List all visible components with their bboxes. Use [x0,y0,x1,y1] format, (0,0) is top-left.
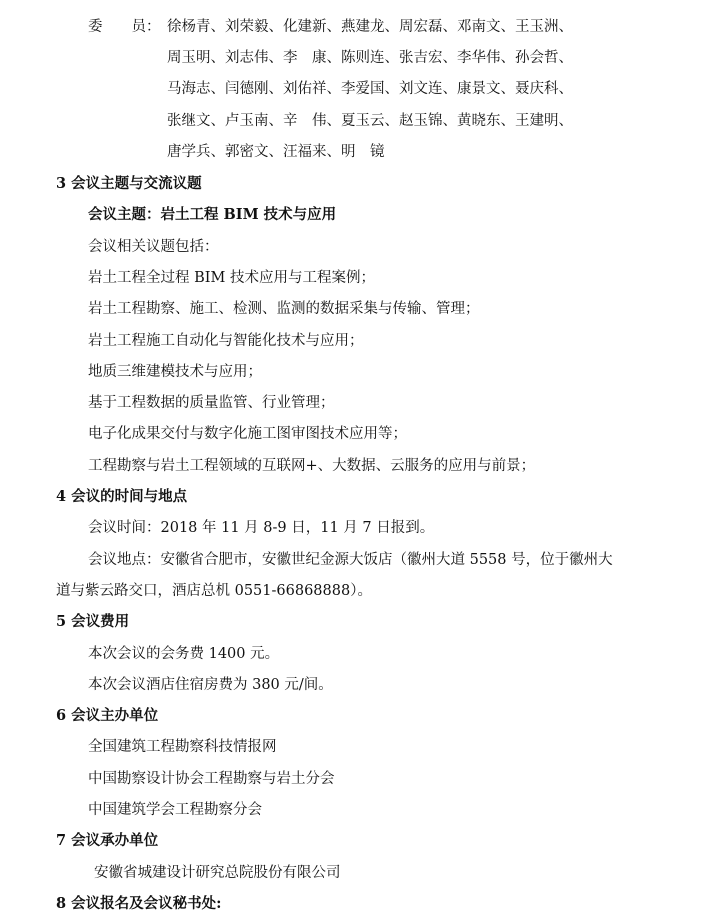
committee-row: 唐学兵、郭密文、汪福来、明 镜 [167,144,385,160]
organizer-item: 中国建筑学会工程勘察分会 [88,802,262,818]
meeting-place: 会议地点：安徽省合肥市，安徽世纪金源大饭店（徽州大道 5558 号，位于徽州大 [88,552,613,568]
section-heading: 8 会议报名及会议秘书处: [56,895,222,912]
meeting-time: 会议时间：2018 年 11 月 8-9 日，11 月 7 日报到。 [88,520,435,536]
section-heading: 3 会议主题与交流议题 [56,175,202,192]
section-heading: 7 会议承办单位 [56,832,159,849]
organizer-item: 全国建筑工程勘察科技情报网 [88,739,277,755]
host-item: 安徽省城建设计研究总院股份有限公司 [94,865,341,881]
topic-item: 岩土工程施工自动化与智能化技术与应用； [88,333,364,349]
fee-item: 本次会议的会务费 1400 元。 [88,646,280,662]
topic-item: 电子化成果交付与数字化施工图审图技术应用等； [88,426,407,442]
committee-row: 周玉明、刘志伟、李 康、陈则连、张吉宏、李华伟、孙会哲、 [167,50,573,66]
topic-item: 岩土工程勘察、施工、检测、监测的数据采集与传输、管理； [88,301,480,317]
topic-item: 工程勘察与岩土工程领域的互联网+、大数据、云服务的应用与前景； [88,458,536,474]
topics-intro: 会议相关议题包括： [88,239,219,255]
committee-row: 徐杨青、刘荣毅、化建新、燕建龙、周宏磊、邓南文、王玉洲、 [167,19,573,35]
section-heading: 5 会议费用 [56,613,130,630]
section-heading: 6 会议主办单位 [56,707,159,724]
organizer-item: 中国勘察设计协会工程勘察与岩土分会 [88,771,335,787]
committee-label: 委 员： [88,19,161,35]
section-heading: 4 会议的时间与地点 [56,488,188,505]
committee-row: 马海志、闫德刚、刘佑祥、李爱国、刘文连、康景文、聂庆科、 [167,81,573,97]
fee-item: 本次会议酒店住宿房费为 380 元/间。 [88,677,333,693]
meeting-place-continued: 道与紫云路交口，酒店总机 0551-66868888）。 [56,583,372,599]
committee-row: 张继文、卢玉南、辛 伟、夏玉云、赵玉锦、黄晓东、王建明、 [167,113,573,129]
topic-item: 基于工程数据的质量监管、行业管理； [88,395,335,411]
topic-item: 岩土工程全过程 BIM 技术应用与工程案例； [88,270,375,286]
topic-item: 地质三维建模技术与应用； [88,364,262,380]
meeting-theme: 会议主题：岩土工程 BIM 技术与应用 [88,206,337,223]
